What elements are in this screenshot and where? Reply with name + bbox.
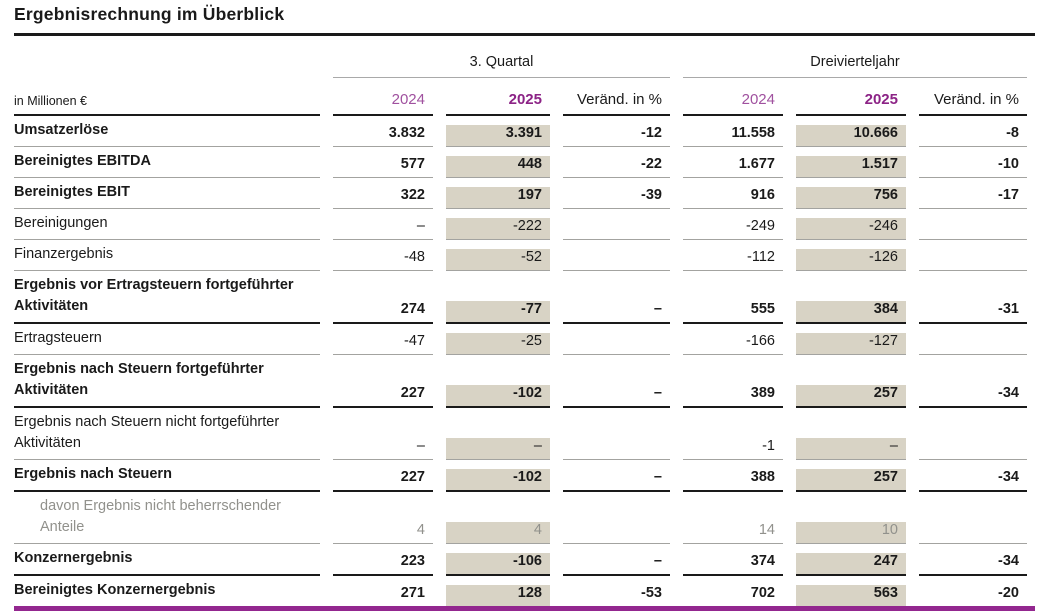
table-row [14,408,1035,460]
row-label: Konzernergebnis [14,544,320,576]
row-label: Ertragsteuern [14,324,320,355]
column-header-9m-2024: 2024 [683,91,783,116]
cell-value: 1.677 [683,156,783,178]
cell-value: -22 [563,156,670,178]
cell-value [919,538,1027,544]
cell-value: – [563,469,670,492]
table-row [14,209,1035,240]
cell-value [563,234,670,240]
cell-value: -112 [683,249,783,271]
cell-value: -166 [683,333,783,355]
cell-value: -47 [333,333,433,355]
table-row [14,492,1035,544]
column-header-q3-change: Veränd. in % [563,91,670,116]
title-rule [14,33,1035,36]
row-label: Umsatzerlöse [14,116,320,147]
cell-value: -53 [641,585,662,602]
table-body [14,116,1035,606]
cell-value: -48 [333,249,433,271]
cell-value: -126 [796,249,906,271]
cell-value: 916 [683,187,783,209]
table-row [14,460,1035,492]
cell-value: 271 [400,585,425,602]
column-header-q3-2025: 2025 [446,91,550,116]
cell-value: – [333,218,433,240]
cell-value: – [563,553,670,576]
bottom-accent-bar [14,606,1035,611]
column-header-9m-change: Veränd. in % [919,91,1027,116]
cell-value: – [796,438,906,460]
row-label: Bereinigtes EBITDA [14,147,320,178]
row-label: Finanzergebnis [14,240,320,271]
table-row [14,240,1035,271]
cell-value: 197 [446,187,550,209]
row-label: Bereinigtes EBIT [14,178,320,209]
cell-value: 448 [446,156,550,178]
row-label: Ergebnis nach Steuern [14,460,320,492]
cell-value: 128 [446,585,550,606]
cell-value: – [446,438,550,460]
cell-value: -127 [796,333,906,355]
cell-value [563,454,670,460]
cell-value: 10 [796,522,906,544]
page-title: Ergebnisrechnung im Überblick [14,4,285,24]
cell-value: -102 [446,469,550,492]
cell-value: 227 [333,469,433,492]
cell-value: 702 [750,585,775,602]
cell-value: -249 [683,218,783,240]
cell-value: 4 [333,522,433,544]
cell-value [919,454,1027,460]
cell-value: 3.391 [446,125,550,147]
cell-value: -39 [563,187,670,209]
table-row [14,271,1035,324]
cell-value: -12 [563,125,670,147]
cell-value: 223 [333,553,433,576]
cell-value: -77 [446,301,550,324]
cell-value: 3.832 [333,125,433,147]
column-header-q3-2024: 2024 [333,91,433,116]
row-label: Ergebnis vor Ertragsteuern fortgeführter Aktivitäten [14,271,320,324]
cell-value: -8 [919,125,1027,147]
cell-value: 756 [796,187,906,209]
cell-value: 577 [333,156,433,178]
cell-value: 388 [683,469,783,492]
cell-value: 563 [796,585,906,606]
cell-value: -31 [919,301,1027,324]
column-group-header-row [14,46,1035,78]
cell-value: -52 [446,249,550,271]
table-row [14,178,1035,209]
column-header-row [14,78,1035,116]
cell-value: -20 [998,585,1019,602]
cell-value: -106 [446,553,550,576]
cell-value [563,265,670,271]
cell-value: 384 [796,301,906,324]
cell-value: 11.558 [683,125,783,147]
cell-value: -222 [446,218,550,240]
cell-value: 227 [333,385,433,408]
row-label: Bereinigtes Konzernergebnis [14,582,216,599]
column-header-9m-2025: 2025 [796,91,906,116]
group-header-dreivierteljahr: Dreivierteljahr [683,54,1027,78]
unit-label: in Millionen € [14,94,320,116]
cell-value: -25 [446,333,550,355]
cell-value: 14 [683,522,783,544]
cell-value: -102 [446,385,550,408]
cell-value: -1 [683,438,783,460]
cell-value: 389 [683,385,783,408]
cell-value: 1.517 [796,156,906,178]
table-row [14,355,1035,408]
cell-value: 257 [796,385,906,408]
cell-value: – [333,438,433,460]
cell-value: 322 [333,187,433,209]
table-row [14,147,1035,178]
cell-value: -34 [919,469,1027,492]
row-label: Ergebnis nach Steuern fortgeführter Aktivitäten [14,355,320,408]
table-row [14,544,1035,576]
cell-value: – [563,385,670,408]
cell-value: -34 [919,553,1027,576]
cell-value: 555 [683,301,783,324]
cell-value: -246 [796,218,906,240]
cell-value [563,538,670,544]
cell-value: – [563,301,670,324]
row-label: Ergebnis nach Steuern nicht fortgeführter Aktivitäten [14,408,320,460]
cell-value: 4 [446,522,550,544]
cell-value [919,265,1027,271]
cell-value: -10 [919,156,1027,178]
group-header-quartal: 3. Quartal [333,54,670,78]
cell-value: 274 [333,301,433,324]
cell-value: -34 [919,385,1027,408]
cell-value [563,349,670,355]
cell-value [919,349,1027,355]
cell-value: 247 [796,553,906,576]
cell-value: 10.666 [796,125,906,147]
cell-value [919,234,1027,240]
cell-value: 374 [683,553,783,576]
table-row [14,116,1035,147]
row-label: Bereinigungen [14,209,320,240]
cell-value: 257 [796,469,906,492]
table-row [14,324,1035,355]
cell-value: -17 [919,187,1027,209]
row-label: davon Ergebnis nicht beherrschender Anteile [14,492,320,544]
